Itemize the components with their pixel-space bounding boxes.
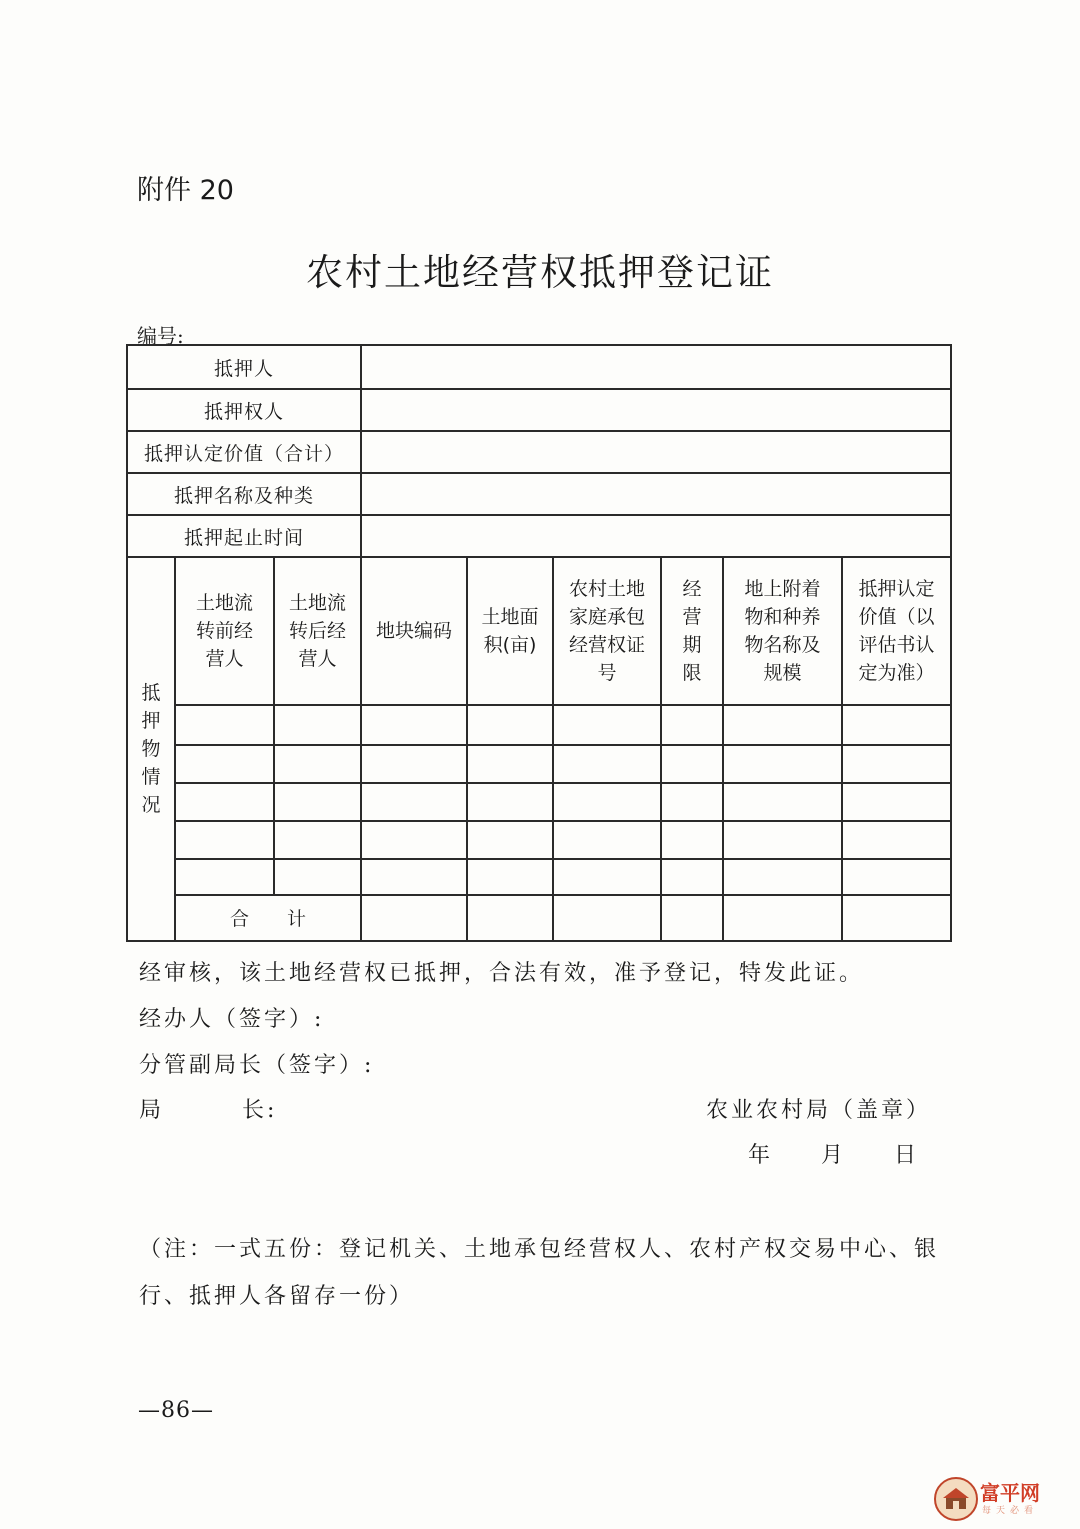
table-cell[interactable] <box>661 705 723 745</box>
table-cell[interactable] <box>274 783 361 821</box>
attachment-label: 附件 20 <box>137 175 234 206</box>
mortgagee-value[interactable] <box>361 389 951 431</box>
table-cell[interactable] <box>723 821 842 859</box>
total-cell[interactable] <box>661 895 723 941</box>
table-cell[interactable] <box>842 705 951 745</box>
total-label: 合计 <box>175 895 361 941</box>
table-row <box>127 859 951 895</box>
table-cell[interactable] <box>467 783 553 821</box>
note-line-1: （注：一式五份：登记机关、土地承包经营权人、农村产权交易中心、银 <box>139 1237 940 1262</box>
col-header-contract-cert-no: 农村土地家庭承包经营权证号 <box>553 557 661 704</box>
table-cell[interactable] <box>274 821 361 859</box>
table-cell[interactable] <box>842 745 951 783</box>
table-cell[interactable] <box>723 745 842 783</box>
table-cell[interactable] <box>553 821 661 859</box>
total-row <box>127 895 951 941</box>
col-header-land-area: 土地面积(亩) <box>467 557 553 704</box>
approval-statement: 经审核，该土地经营权已抵押，合法有效，准予登记，特发此证。 <box>139 961 865 986</box>
page-number: —86— <box>138 1398 214 1423</box>
appraised-value-value[interactable] <box>361 431 951 473</box>
collateral-section-label: 抵押物情况 <box>127 557 175 941</box>
total-cell[interactable] <box>361 895 467 941</box>
watermark-text: 富平网 <box>980 1481 1040 1505</box>
table-cell[interactable] <box>553 705 661 745</box>
document-title: 农村土地经营权抵押登记证 <box>306 251 774 294</box>
table-cell[interactable] <box>723 783 842 821</box>
site-watermark <box>934 1475 1054 1521</box>
table-cell[interactable] <box>842 859 951 895</box>
table-cell[interactable] <box>467 821 553 859</box>
table-cell[interactable] <box>842 783 951 821</box>
mortgagee-label: 抵押权人 <box>127 389 361 431</box>
mortgage-period-value[interactable] <box>361 515 951 557</box>
col-header-appraised-value: 抵押认定价值（以评估书认定为准） <box>842 557 951 704</box>
serial-number-label: 编号: <box>137 324 184 348</box>
table-cell[interactable] <box>723 705 842 745</box>
handler-signature-label: 经办人（签字）: <box>139 1007 325 1032</box>
table-cell[interactable] <box>467 705 553 745</box>
director-signature-label: 局 长: <box>139 1098 278 1123</box>
table-row <box>127 783 951 821</box>
table-cell[interactable] <box>661 783 723 821</box>
total-cell[interactable] <box>723 895 842 941</box>
total-cell[interactable] <box>467 895 553 941</box>
table-cell[interactable] <box>175 821 274 859</box>
table-row <box>127 705 951 745</box>
table-cell[interactable] <box>361 745 467 783</box>
table-cell[interactable] <box>661 821 723 859</box>
table-cell[interactable] <box>175 783 274 821</box>
table-cell[interactable] <box>553 859 661 895</box>
col-header-current-operator: 土地流转后经营人 <box>274 557 361 704</box>
total-cell[interactable] <box>842 895 951 941</box>
table-cell[interactable] <box>361 859 467 895</box>
table-cell[interactable] <box>361 821 467 859</box>
total-cell[interactable] <box>553 895 661 941</box>
issue-date: 年 月 日 <box>748 1143 920 1168</box>
mortgagor-label: 抵押人 <box>127 345 361 389</box>
mortgage-period-label: 抵押起止时间 <box>127 515 361 557</box>
table-row <box>127 745 951 783</box>
table-cell[interactable] <box>175 705 274 745</box>
col-header-operation-term: 经营期限 <box>661 557 723 704</box>
deputy-director-signature-label: 分管副局长（签字）: <box>139 1053 375 1078</box>
mortgage-name-type-label: 抵押名称及种类 <box>127 473 361 515</box>
appraised-value-label: 抵押认定价值（合计） <box>127 431 361 473</box>
col-header-prior-operator: 土地流转前经营人 <box>175 557 274 704</box>
building-icon <box>934 1477 978 1521</box>
table-cell[interactable] <box>553 783 661 821</box>
table-cell[interactable] <box>361 705 467 745</box>
table-cell[interactable] <box>467 745 553 783</box>
col-header-attachments-scale: 地上附着物和种养物名称及规模 <box>723 557 842 704</box>
mortgage-registration-table <box>126 344 952 942</box>
table-cell[interactable] <box>661 859 723 895</box>
table-cell[interactable] <box>274 859 361 895</box>
col-header-plot-code: 地块编码 <box>361 557 467 704</box>
table-cell[interactable] <box>274 705 361 745</box>
table-cell[interactable] <box>175 745 274 783</box>
table-cell[interactable] <box>723 859 842 895</box>
table-cell[interactable] <box>467 859 553 895</box>
table-cell[interactable] <box>361 783 467 821</box>
table-row <box>127 821 951 859</box>
table-cell[interactable] <box>842 821 951 859</box>
mortgage-name-type-value[interactable] <box>361 473 951 515</box>
table-cell[interactable] <box>274 745 361 783</box>
table-cell[interactable] <box>553 745 661 783</box>
bureau-seal-label: 农业农村局（盖章） <box>706 1098 932 1123</box>
table-cell[interactable] <box>661 745 723 783</box>
table-cell[interactable] <box>175 859 274 895</box>
note-line-2: 行、抵押人各留存一份） <box>139 1284 415 1309</box>
mortgagor-value[interactable] <box>361 345 951 389</box>
watermark-subtext: 每天必看 <box>982 1506 1039 1516</box>
